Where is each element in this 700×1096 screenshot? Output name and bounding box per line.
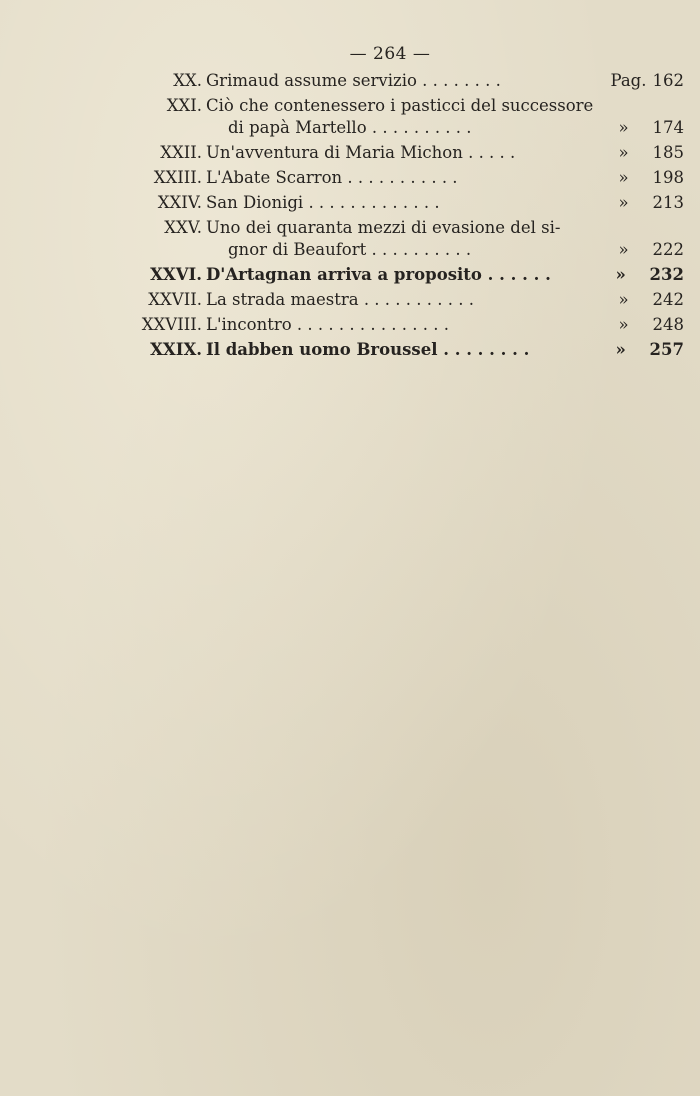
chapter-number: XXV. [164, 218, 202, 237]
chapter-number: XXIX. [150, 340, 202, 359]
page-ref-number: 232 [649, 265, 684, 284]
toc-entry [0, 192, 700, 214]
page-reference [619, 192, 685, 214]
page-mark: » [618, 118, 629, 137]
toc-entry [0, 142, 700, 164]
page-mark: » [615, 265, 626, 284]
chapter-title-line: San Dionigi . . . . . . . . . . . . . [206, 193, 440, 212]
chapter-title-line: di papà Martello . . . . . . . . . . [228, 118, 472, 137]
page-reference [616, 339, 684, 361]
chapter-number: XXIV. [157, 193, 202, 212]
page-mark: » [615, 340, 626, 359]
toc-entry [0, 339, 700, 361]
toc-entry [0, 167, 700, 189]
chapter-title [206, 217, 606, 261]
chapter-number: XXVII. [148, 290, 202, 309]
page-reference [619, 117, 685, 139]
chapter-title [206, 289, 606, 311]
toc-entry [0, 264, 700, 286]
page-ref-number: 185 [652, 143, 684, 162]
page-reference [619, 239, 685, 261]
chapter-title-line: La strada maestra . . . . . . . . . . . [206, 290, 474, 309]
chapter-number: XXIII. [153, 168, 202, 187]
chapter-title [206, 167, 606, 189]
page-ref-number: 222 [652, 240, 684, 259]
chapter-title-line: Il dabben uomo Broussel . . . . . . . . [206, 340, 530, 359]
chapter-number: XXVI. [150, 265, 202, 284]
page-ref-number: 242 [652, 290, 684, 309]
chapter-title-line: Ciò che contenessero i pasticci del successore [206, 96, 594, 115]
chapter-title [206, 142, 606, 164]
page-mark: » [618, 315, 629, 334]
page-number: — 264 — [349, 44, 431, 64]
toc-entry [0, 95, 700, 139]
page-ref-number: 174 [652, 118, 684, 137]
chapter-title-line: Un'avventura di Maria Michon . . . . . [206, 143, 516, 162]
page-mark: » [618, 143, 629, 162]
chapter-title [206, 70, 606, 92]
page-ref-number: 198 [652, 168, 684, 187]
page-reference [619, 289, 685, 311]
page-mark: » [618, 240, 629, 259]
chapter-number: XXVIII. [141, 315, 202, 334]
toc-entry [0, 70, 700, 92]
page-ref-number: 213 [652, 193, 684, 212]
chapter-title-line: Grimaud assume servizio . . . . . . . . [206, 71, 501, 90]
chapter-title [206, 339, 606, 361]
chapter-number: XX. [173, 71, 202, 90]
chapter-title [206, 95, 606, 139]
chapter-title [206, 264, 606, 286]
page-reference [619, 167, 685, 189]
chapter-number: XXII. [160, 143, 202, 162]
table-of-contents [0, 70, 700, 364]
chapter-number: XXI. [166, 96, 202, 115]
chapter-title-line: L'Abate Scarron . . . . . . . . . . . [206, 168, 458, 187]
chapter-title-line: L'incontro . . . . . . . . . . . . . . . [206, 315, 449, 334]
chapter-title [206, 314, 606, 336]
page-mark: » [618, 168, 629, 187]
page-mark: » [618, 290, 629, 309]
page-ref-number: 162 [652, 71, 684, 90]
chapter-title-line: D'Artagnan arriva a proposito . . . . . . [206, 265, 551, 284]
page-reference [619, 314, 685, 336]
toc-entry [0, 289, 700, 311]
chapter-title-line: gnor di Beaufort . . . . . . . . . . [228, 240, 472, 259]
chapter-title-line: Uno dei quaranta mezzi di evasione del si- [206, 218, 561, 237]
page-reference [616, 264, 684, 286]
page-mark: » [618, 193, 629, 212]
chapter-title [206, 192, 606, 214]
page-reference [619, 142, 685, 164]
toc-entry [0, 217, 700, 261]
page-reference [610, 70, 684, 92]
toc-entry [0, 314, 700, 336]
page-ref-number: 248 [652, 315, 684, 334]
page-ref-number: 257 [649, 340, 684, 359]
page-mark: Pag. [610, 71, 647, 90]
